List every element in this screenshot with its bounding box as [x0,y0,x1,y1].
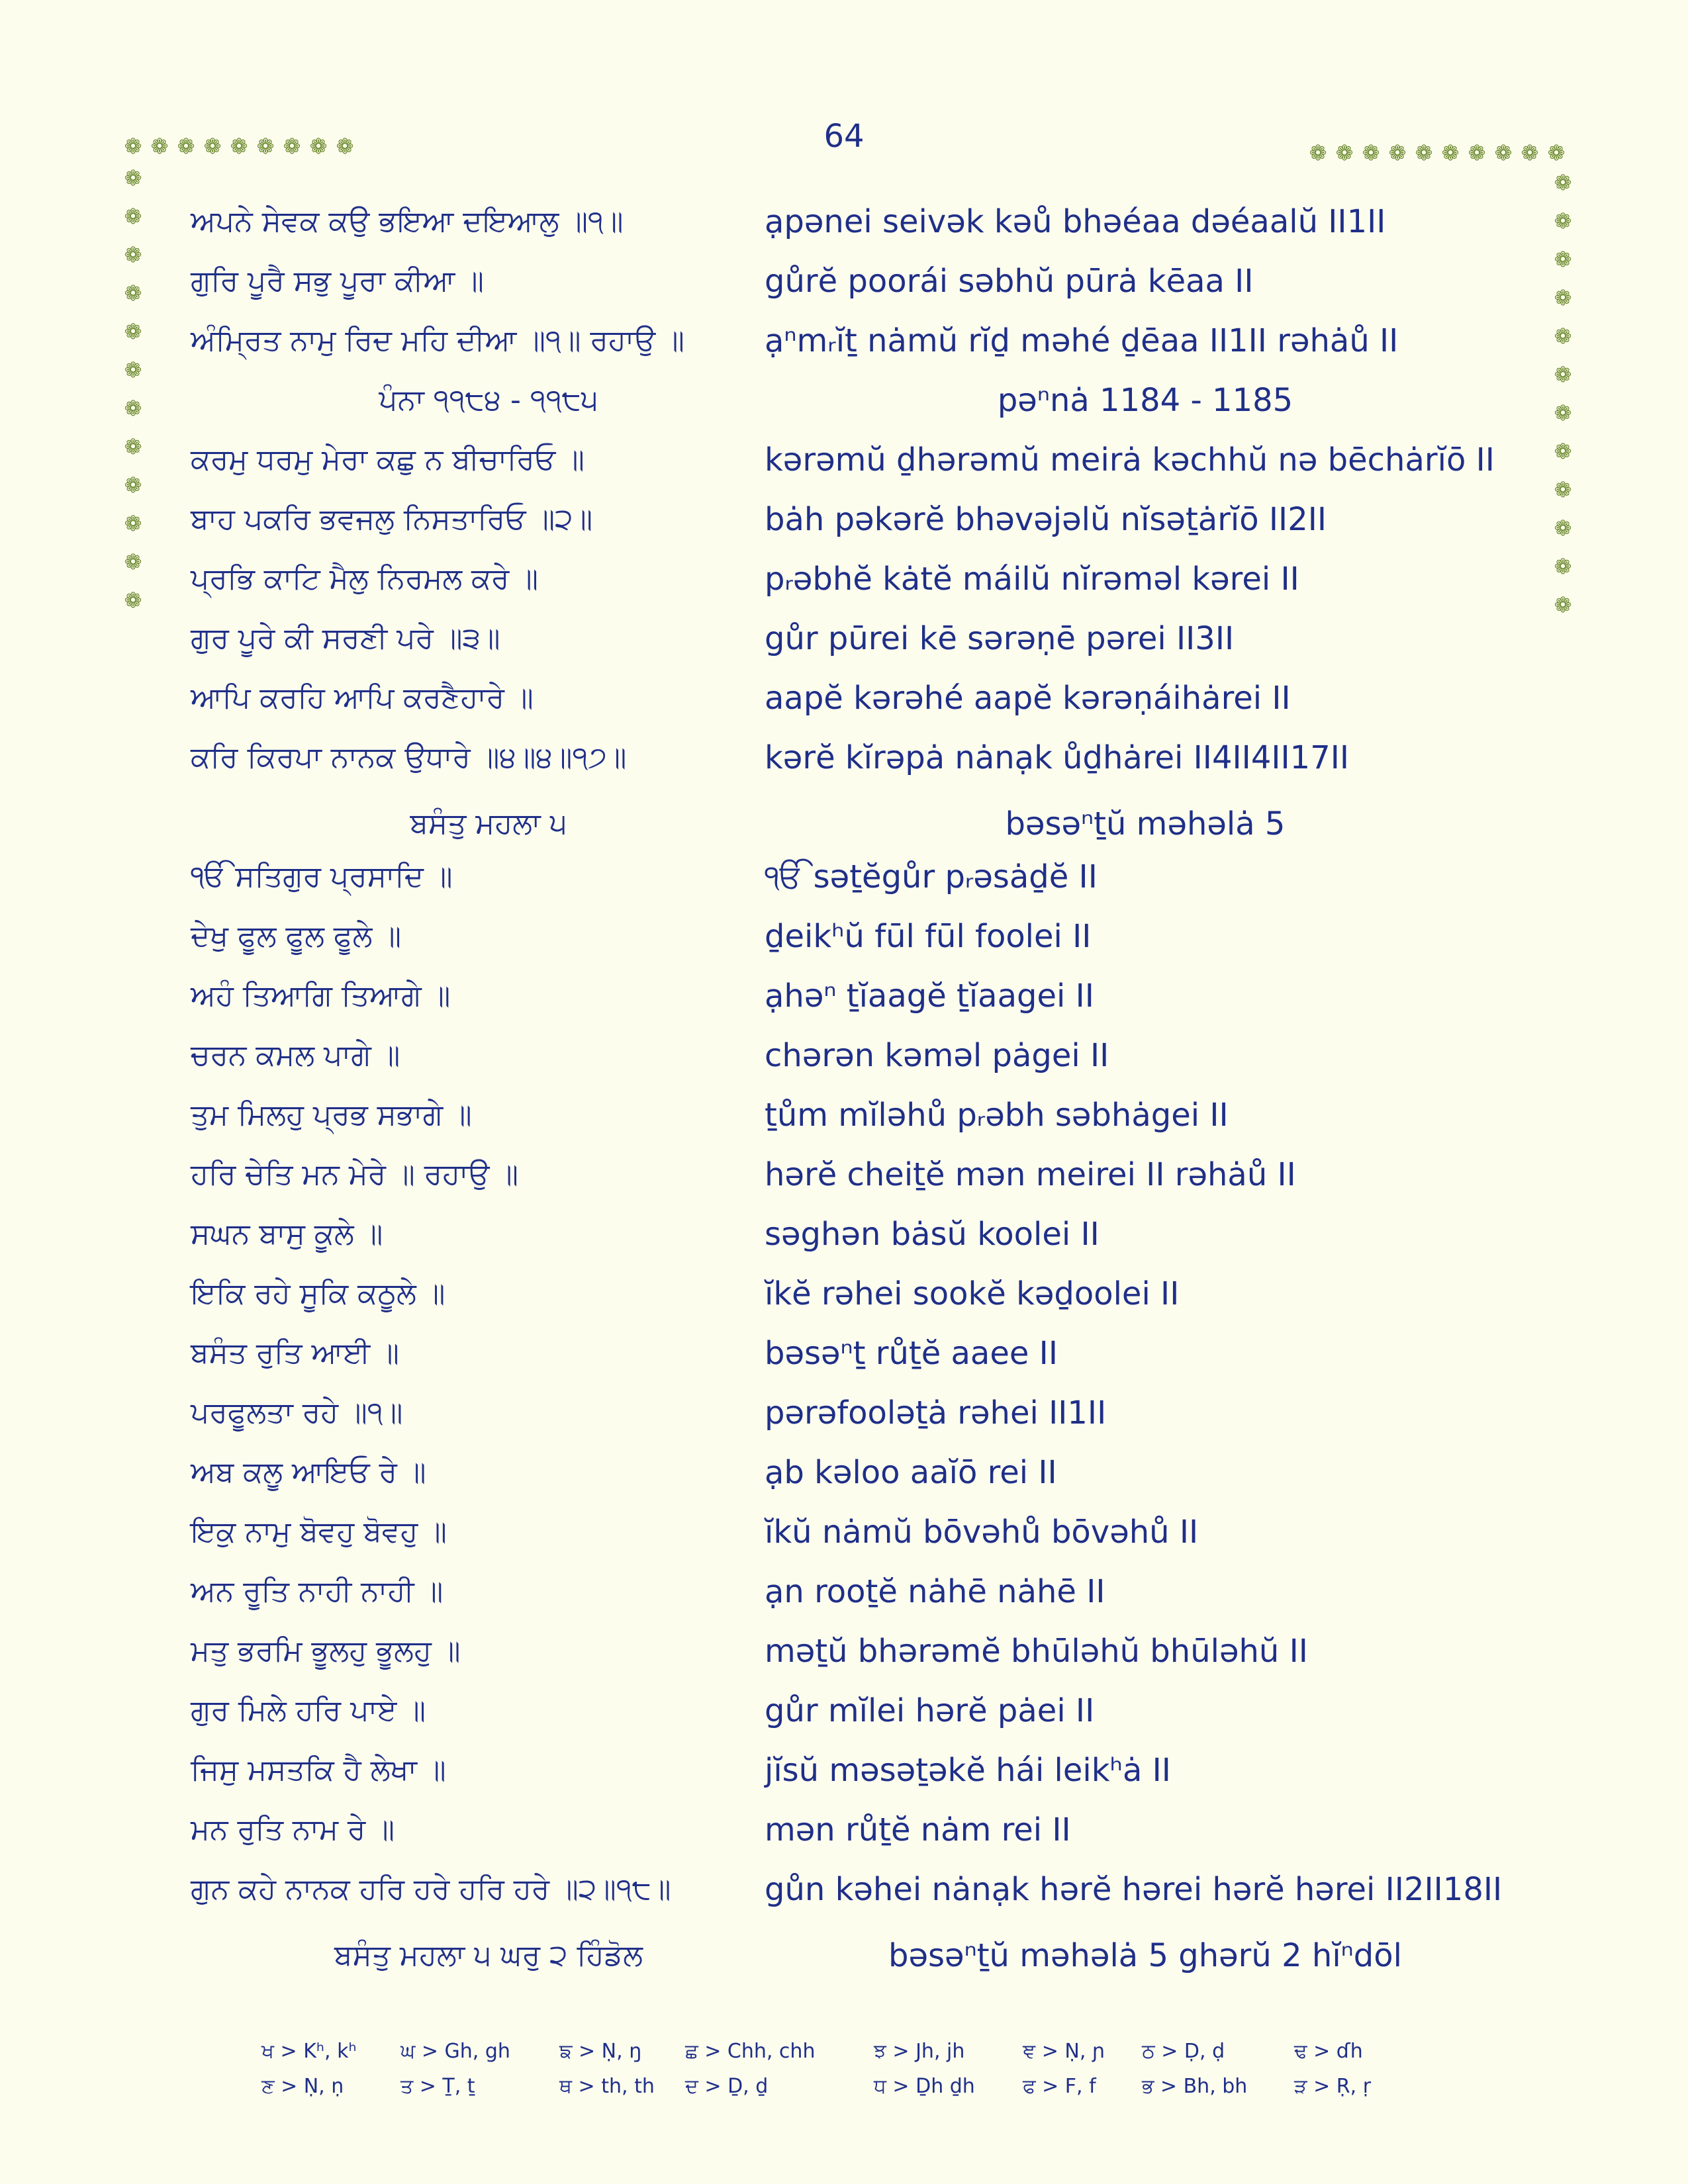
gurmukhi-text: ਪ੍ਰਭਿ ਕਾਟਿ ਮੈਲੁ ਨਿਰਮਲ ਕਰੇ ॥ [191,562,538,596]
flower-ornament-icon: ❁ [124,396,142,421]
transliteration-text: kərĕ kĭrəpȧ nȧnạk ůḏhȧrei II4II4II17II [765,739,1350,776]
flower-ornament-icon: ❁ [1554,247,1572,272]
key-row [0,2070,1688,2103]
verse-line [0,247,1688,311]
verse-line [0,1026,1688,1085]
transliteration-text: pərəfooləṯȧ rəhei II1II [765,1394,1107,1432]
verse-line [0,1205,1688,1264]
transliteration-text: pᵣəbhĕ kȧtĕ máilŭ nĭrəməl kərei II [765,561,1299,598]
key-entry: ਣ > Ṇ, ṇ [261,2075,344,2098]
transliteration-text: mən růṯĕ nȧm rei II [765,1811,1071,1848]
key-entry: ਦ > Ḏ, ḏ [685,2075,769,2098]
flower-ornament-icon: ❁ [150,134,169,159]
gurmukhi-text: ਜਿਸੁ ਮਸਤਕਿ ਹੈ ਲੇਖਾ ॥ [191,1753,446,1787]
transliteration-text: gůrĕ poorái səbhŭ pūrȧ kēaa II [765,263,1254,300]
flower-ornament-icon: ❁ [256,134,275,159]
flower-ornament-icon: ❁ [1554,592,1572,617]
verse-line [0,1562,1688,1621]
flower-ornament-icon: ❁ [309,134,328,159]
flower-ornament-icon: ❁ [1441,140,1460,165]
gurmukhi-text: ਆਪਿ ਕਰਹਿ ਆਪਿ ਕਰਣੈਹਾਰੇ ॥ [191,681,534,715]
gurmukhi-text: ਬਸੰਤੁ ਮਹਲਾ ੫ [410,807,567,841]
verse-line [0,1145,1688,1205]
verse-line [0,1800,1688,1860]
section-heading [0,371,1688,430]
transliteration-text: ḏeikʰŭ fūl fūl foolei II [765,918,1092,955]
gurmukhi-text: ਬਸੰਤ ਰੁਤਿ ਆਈ ॥ [191,1336,399,1370]
key-entry: ਧ > Ḏh ḏh [874,2075,975,2098]
verse-line [0,1264,1688,1324]
transliteration-text: kərəmŭ ḏhərəmŭ meirȧ kəchhŭ nə bēchȧrĭō II [765,441,1495,478]
key-entry: ਠ > Ḍ, ḍ [1142,2040,1225,2063]
flower-ornament-icon: ❁ [124,588,142,613]
transliteration-text: ạhəⁿ ṯĭaagĕ ṯĭaagei II [765,978,1094,1015]
gurmukhi-text: ਪੰਨਾ ੧੧੮੪ - ੧੧੮੫ [379,383,598,417]
verse-line [0,1860,1688,1919]
gurmukhi-text: ਇਕੁ ਨਾਮੁ ਬੋਵਹੁ ਬੋਵਹੁ ॥ [191,1515,447,1549]
gurmukhi-text: ੴ ਸਤਿਗੁਰ ਪ੍ਰਸਾਦਿ ॥ [191,860,453,893]
flower-ornament-icon: ❁ [124,281,142,306]
transliteration-text: bəsəⁿṯ růṯĕ aaee II [765,1335,1058,1372]
gurmukhi-text: ਕਰਿ ਕਿਰਪਾ ਨਾਨਕ ਉਧਾਰੇ ॥੪॥੪॥੧੭॥ [191,741,627,774]
verse-line [0,609,1688,668]
flower-ornament-icon: ❁ [1554,324,1572,349]
transliteration-text: jĭsŭ məsəṯəkĕ hái leikʰȧ II [765,1752,1171,1789]
transliteration-text: pəⁿnȧ 1184 - 1185 [997,382,1293,419]
gurmukhi-text: ਅੰਮ੍ਰਿਤ ਨਾਮੁ ਰਿਦ ਮਹਿ ਦੀਆ ॥੧॥ ਰਹਾਉ ॥ [191,324,684,357]
verse-line [0,1741,1688,1800]
verse-line [0,668,1688,728]
gurmukhi-text: ਅਹੰ ਤਿਆਗਿ ਤਿਆਗੇ ॥ [191,979,451,1013]
gurmukhi-text: ਅਨ ਰੂਤਿ ਨਾਹੀ ਨਾਹੀ ॥ [191,1574,444,1608]
flower-ornament-icon: ❁ [1335,140,1354,165]
verse-line [0,1324,1688,1383]
flower-ornament-icon: ❁ [1362,140,1380,165]
flower-ornament-icon: ❁ [1554,170,1572,195]
flower-ornament-icon: ❁ [283,134,301,159]
verse-line [0,847,1688,907]
verse-line [0,430,1688,490]
verse-line [0,1085,1688,1145]
transliteration-text: gůr mĭlei hərĕ pȧei II [765,1692,1095,1729]
verse-line [0,1383,1688,1443]
verse-line [0,490,1688,549]
transliteration-text: səghən bȧsŭ koolei II [765,1216,1100,1253]
flower-ornament-icon: ❁ [1521,140,1539,165]
gurmukhi-text: ਪਰਫੂਲਤਾ ਰਹੇ ॥੧॥ [191,1396,403,1430]
section-heading [0,794,1688,854]
flower-ornament-icon: ❁ [1388,140,1407,165]
transliteration-text: hərĕ cheiṯĕ mən meirei II rəhȧů II [765,1156,1296,1193]
transliteration-text: ĭkĕ rəhei sookĕ kəḏoolei II [765,1275,1180,1312]
gurmukhi-text: ਅਪਨੇ ਸੇਵਕ ਕਉ ਭਇਆ ਦਇਆਲੁ ॥੧॥ [191,205,624,238]
transliteration-text: chərən kəməl pȧgei II [765,1037,1109,1074]
key-entry: ਙ > Ṇ, ŋ [559,2040,642,2063]
section-heading [0,1926,1688,1985]
flower-ornament-icon: ❁ [124,319,142,344]
gurmukhi-text: ਸਘਨ ਬਾਸੁ ਕੂਲੇ ॥ [191,1217,383,1251]
key-row [0,2035,1688,2068]
verse-line [0,1621,1688,1681]
flower-ornament-icon: ❁ [1554,285,1572,310]
flower-ornament-icon: ❁ [1554,400,1572,426]
flower-ornament-icon: ❁ [1554,439,1572,464]
verse-line [0,192,1688,251]
transliteration-text: bəsəⁿṯŭ məhəlȧ 5 [1005,805,1286,842]
flower-ornament-icon: ❁ [336,134,354,159]
gurmukhi-text: ਚਰਨ ਕਮਲ ਪਾਗੇ ॥ [191,1038,400,1072]
gurmukhi-text: ਗੁਰ ਮਿਲੇ ਹਰਿ ਪਾਏ ॥ [191,1694,426,1727]
key-entry: ੜ > Ṛ, ṛ [1294,2075,1372,2098]
key-entry: ਞ > Ṇ, ɲ [1023,2040,1105,2063]
key-entry: ਝ > Jh, jh [874,2040,965,2063]
transliteration-text: ṯům mĭləhů pᵣəbh səbhȧgei II [765,1097,1229,1134]
verse-line [0,1502,1688,1562]
transliteration-text: ạb kəloo aaĭō rei II [765,1454,1057,1491]
gurmukhi-text: ਗੁਨ ਕਹੇ ਨਾਨਕ ਹਰਿ ਹਰੇ ਹਰਿ ਹਰੇ ॥੨॥੧੮॥ [191,1872,671,1906]
transliteration-text: gůn kəhei nȧnạk hərĕ hərei hərĕ hərei II2II18II [765,1871,1503,1908]
flower-ornament-icon: ❁ [124,242,142,267]
flower-ornament-icon: ❁ [124,549,142,574]
flower-ornament-icon: ❁ [1415,140,1433,165]
gurmukhi-text: ਗੁਰ ਪੂਰੇ ਕੀ ਸਰਣੀ ਪਰੇ ॥੩॥ [191,621,500,655]
flower-ornament-icon: ❁ [1554,554,1572,579]
gurmukhi-text: ਦੇਖੁ ਫੂਲ ਫੂਲ ਫੂਲੇ ॥ [191,919,402,953]
key-entry: ਢ > ɗh [1294,2040,1363,2063]
flower-ornament-icon: ❁ [124,204,142,229]
flower-ornament-icon: ❁ [124,511,142,536]
transliteration-text: ੴ səṯĕgůr pᵣəsȧḏĕ II [765,858,1098,895]
gurmukhi-text: ਮਨ ਰੁਤਿ ਨਾਮ ਰੇ ॥ [191,1813,395,1846]
gurmukhi-text: ਬਾਹ ਪਕਰਿ ਭਵਜਲੁ ਨਿਸਤਾਰਿਓ ॥੨॥ [191,502,593,536]
verse-line [0,966,1688,1026]
transliteration-text: məṯŭ bhərəmĕ bhūləhŭ bhūləhŭ II [765,1633,1308,1670]
flower-ornament-icon: ❁ [1468,140,1486,165]
verse-line [0,549,1688,613]
flower-ornament-icon: ❁ [124,165,142,191]
flower-ornament-icon: ❁ [1494,140,1513,165]
gurmukhi-text: ਅਬ ਕਲੂ ਆਇਓ ਰੇ ॥ [191,1455,426,1489]
transliteration-text: ạⁿmᵣĭṯ nȧmŭ rĭḏ məhé ḏēaa II1II rəhȧů II [765,322,1399,359]
gurmukhi-text: ਕਰਮੁ ਧਰਮੁ ਮੇਰਾ ਕਛੁ ਨ ਬੀਚਾਰਿਓ ॥ [191,443,585,477]
flower-ornament-icon: ❁ [124,434,142,459]
gurmukhi-text: ਮਤੁ ਭਰਮਿ ਭੂਲਹੁ ਭੂਲਹੁ ॥ [191,1634,461,1668]
verse-line [0,728,1688,788]
key-entry: ਥ > th, th [559,2075,655,2098]
flower-ornament-icon: ❁ [124,134,142,159]
transliteration-text: bəsəⁿṯŭ məhəlȧ 5 ghərŭ 2 hĭⁿdōl [888,1937,1402,1974]
flower-ornament-icon: ❁ [1554,208,1572,234]
flower-ornament-icon: ❁ [230,134,248,159]
transliteration-text: ĭkŭ nȧmŭ bōvəhů bōvəhů II [765,1514,1199,1551]
verse-line [0,907,1688,966]
gurmukhi-text: ਇਕਿ ਰਹੇ ਸੂਕਿ ਕਠੂਲੇ ॥ [191,1277,445,1310]
flower-ornament-icon: ❁ [124,473,142,498]
page-number: 64 [823,118,865,155]
key-entry: ਫ > F, f [1023,2075,1096,2098]
flower-ornament-icon: ❁ [203,134,222,159]
key-entry: ਭ > Bh, bh [1142,2075,1248,2098]
transliteration-text: gůr pūrei kē sərəṇē pərei II3II [765,620,1235,657]
verse-line [0,1443,1688,1502]
flower-ornament-icon: ❁ [1554,516,1572,541]
gurmukhi-text: ਬਸੰਤੁ ਮਹਲਾ ੫ ਘਰੁ ੨ ਹਿੰਡੋਲ [334,1938,643,1972]
flower-ornament-icon: ❁ [177,134,195,159]
flower-ornament-icon: ❁ [1547,140,1566,165]
flower-ornament-icon: ❁ [1554,477,1572,502]
verse-line [0,311,1688,371]
transliteration-text: bȧh pəkərĕ bhəvəjəlŭ nĭsəṯȧrĭō II2II [765,501,1327,538]
verse-line [0,1681,1688,1741]
flower-ornament-icon: ❁ [1554,362,1572,387]
gurmukhi-text: ਹਰਿ ਚੇਤਿ ਮਨ ਮੇਰੇ ॥ ਰਹਾਉ ॥ [191,1158,519,1191]
key-entry: ਘ > Gh, gh [400,2040,510,2063]
key-entry: ਤ > Ṯ, ṯ [400,2075,475,2098]
transliteration-text: ạpənei seivək kəů bhəéaa dəéaalŭ II1II [765,203,1386,240]
transliteration-text: aapĕ kərəhé aapĕ kərəṇáihȧrei II [765,680,1291,717]
transliteration-text: ạn rooṯĕ nȧhē nȧhē II [765,1573,1105,1610]
key-entry: ਖ > Kʰ, kʰ [261,2040,357,2063]
gurmukhi-text: ਤੁਮ ਮਿਲਹੁ ਪ੍ਰਭ ਸਭਾਗੇ ॥ [191,1098,472,1132]
gurmukhi-text: ਗੁਰਿ ਪੂਰੈ ਸਭੁ ਪੂਰਾ ਕੀਆ ॥ [191,264,484,298]
key-entry: ਛ > Chh, chh [685,2040,816,2063]
flower-ornament-icon: ❁ [124,357,142,383]
flower-ornament-icon: ❁ [1309,140,1327,165]
